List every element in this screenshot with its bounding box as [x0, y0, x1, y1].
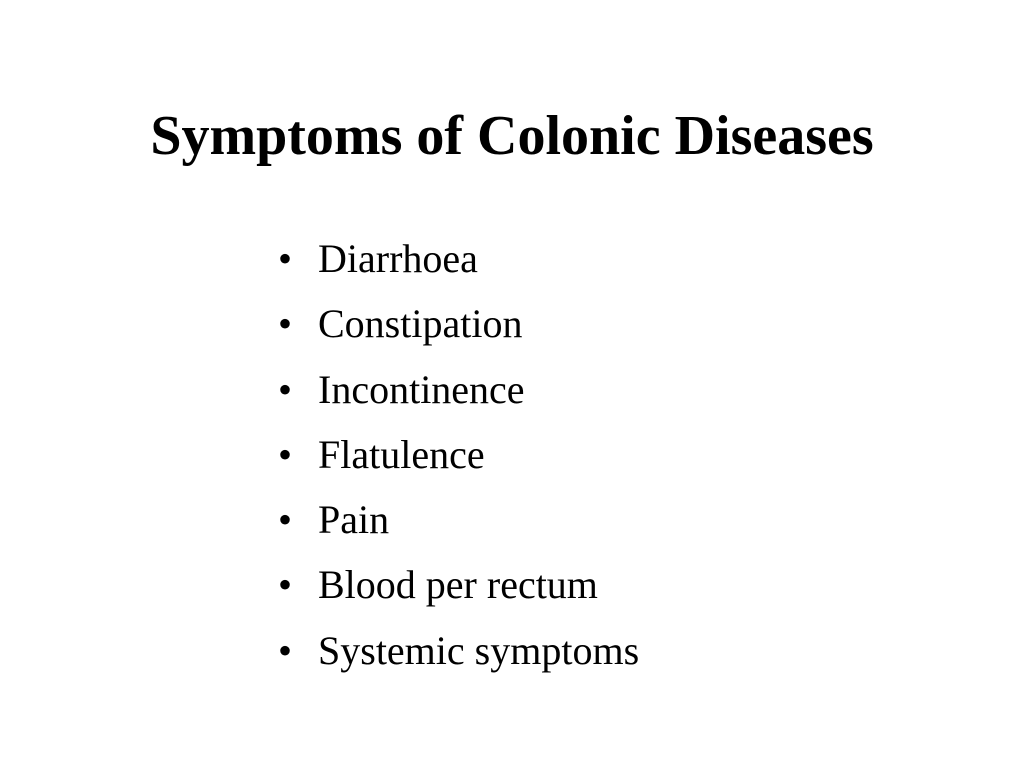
- list-item: [278, 489, 639, 554]
- list-item-text: Pain: [318, 497, 390, 543]
- list-item-text: Blood per rectum: [318, 562, 598, 608]
- list-item: [278, 424, 639, 489]
- list-item-text: Diarrhoea: [318, 236, 478, 281]
- bullet-icon: •: [278, 497, 293, 543]
- bullet-icon: •: [278, 562, 293, 608]
- list-item: [278, 620, 639, 685]
- list-item: [278, 228, 639, 293]
- list-item: [278, 359, 639, 424]
- bullet-icon: •: [278, 366, 293, 412]
- list-item-text: Flatulence: [318, 431, 485, 477]
- list-item: [278, 293, 639, 358]
- list-item-text: Systemic symptoms: [318, 627, 640, 673]
- symptom-list: [278, 228, 639, 685]
- bullet-icon: •: [278, 236, 293, 281]
- bullet-icon: •: [278, 627, 293, 673]
- list-item-text: Constipation: [318, 301, 523, 347]
- bullet-icon: •: [278, 431, 293, 477]
- slide-title: Symptoms of Colonic Diseases: [150, 105, 874, 167]
- list-item: [278, 554, 639, 619]
- bullet-icon: •: [278, 301, 293, 347]
- list-item-text: Incontinence: [318, 366, 525, 412]
